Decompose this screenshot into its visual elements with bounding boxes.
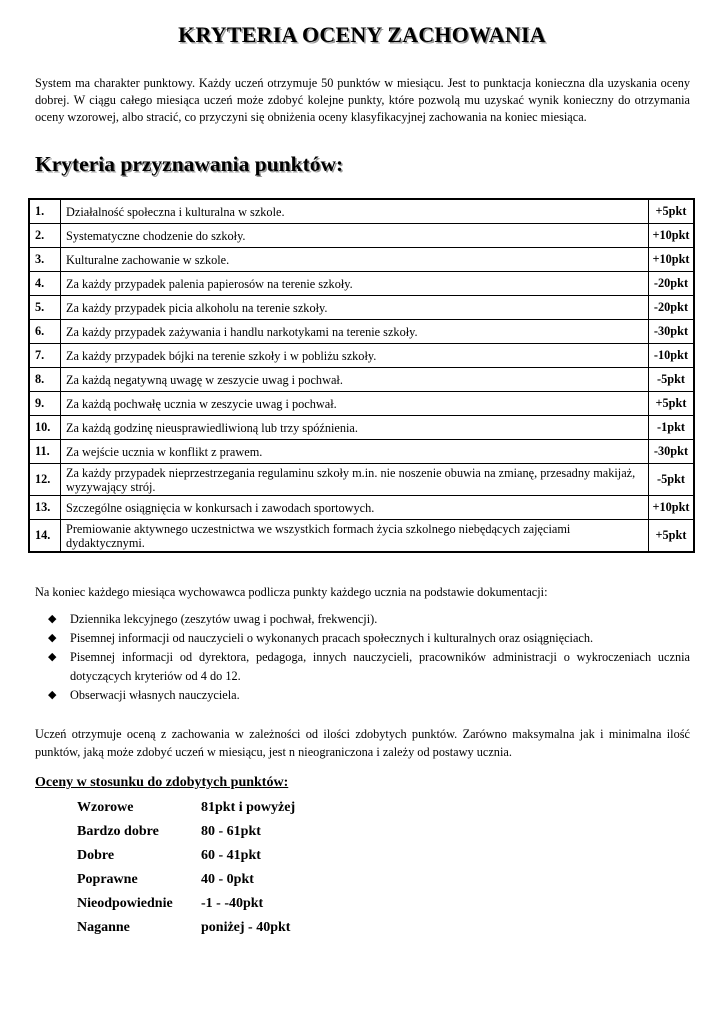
criteria-description: Działalność społeczna i kulturalna w szkole.: [61, 199, 649, 224]
criteria-number: 5.: [29, 296, 61, 320]
criteria-number: 2.: [29, 224, 61, 248]
criteria-row: [29, 416, 694, 440]
criteria-points: +5pkt: [649, 199, 695, 224]
criteria-points: -10pkt: [649, 344, 695, 368]
grade-range: 40 - 0pkt: [201, 872, 254, 887]
criteria-row: [29, 320, 694, 344]
diamond-bullet-icon: ◆: [48, 651, 57, 663]
criteria-row: [29, 296, 694, 320]
criteria-table: [28, 198, 695, 553]
criteria-points: -1pkt: [649, 416, 695, 440]
grades-heading: Oceny w stosunku do zdobytych punktów:: [35, 775, 289, 790]
documentation-list: [48, 610, 690, 705]
list-item-text: Obserwacji własnych nauczyciela.: [70, 688, 240, 702]
criteria-number: 7.: [29, 344, 61, 368]
criteria-row: [29, 272, 694, 296]
criteria-points: +10pkt: [649, 248, 695, 272]
criteria-row: [29, 520, 694, 553]
criteria-description: Systematyczne chodzenie do szkoły.: [61, 224, 649, 248]
criteria-description: Za każdy przypadek palenia papierosów na terenie szkoły.: [61, 272, 649, 296]
list-item-text: Dziennika lekcyjnego (zeszytów uwag i pochwał, frekwencji).: [70, 612, 378, 626]
criteria-points: +10pkt: [649, 496, 695, 520]
criteria-description: Za każdy przypadek zażywania i handlu narkotykami na terenie szkoły.: [61, 320, 649, 344]
grades-table: [77, 796, 295, 940]
diamond-bullet-icon: ◆: [48, 613, 57, 625]
criteria-row: [29, 224, 694, 248]
criteria-number: 1.: [29, 199, 61, 224]
grade-row: [77, 796, 295, 820]
criteria-number: 9.: [29, 392, 61, 416]
criteria-row: [29, 344, 694, 368]
list-item-text: Pisemnej informacji od nauczycieli o wykonanych pracach społecznych i kulturalnych oraz osiągnięciach.: [70, 631, 594, 645]
grade-name: Wzorowe: [77, 800, 134, 815]
criteria-description: Za wejście ucznia w konflikt z prawem.: [61, 440, 649, 464]
criteria-row: [29, 464, 694, 496]
grade-row: [77, 844, 295, 868]
criteria-points: +5pkt: [649, 520, 695, 553]
criteria-number: 3.: [29, 248, 61, 272]
criteria-description: Za każdą godzinę nieusprawiedliwioną lub trzy spóźnienia.: [61, 416, 649, 440]
criteria-row: [29, 248, 694, 272]
criteria-heading: Kryteria przyznawania punktów:: [35, 152, 344, 176]
criteria-description: Kulturalne zachowanie w szkole.: [61, 248, 649, 272]
grade-row: [77, 820, 295, 844]
list-item: [48, 629, 690, 648]
list-item-text: Pisemnej informacji od dyrektora, pedagoga, innych nauczycieli, pracowników administracji o wykroczeniach ucznia dotyczących kryteriów od 4 do 12.: [70, 650, 690, 683]
document-title: KRYTERIA OCENY ZACHOWANIA: [178, 22, 546, 47]
grade-name: Naganne: [77, 920, 130, 935]
grade-name: Nieodpowiednie: [77, 896, 173, 911]
criteria-description: Za każdą negatywną uwagę w zeszycie uwag i pochwał.: [61, 368, 649, 392]
criteria-points: +10pkt: [649, 224, 695, 248]
grade-name: Bardzo dobre: [77, 824, 159, 839]
criteria-points: -30pkt: [649, 440, 695, 464]
criteria-number: 6.: [29, 320, 61, 344]
intro-paragraph: System ma charakter punktowy. Każdy uczeń otrzymuje 50 punktów w miesiącu. Jest to punktacja konieczna dla uzyskania oceny dobrej. W ciągu całego miesiąca uczeń może zdobyć kolejne punkty, które pozwolą mu uzyskać wynik konieczny do otrzymania oceny wzorowej, albo stracić, co przyczyni się obniżenia oceny klasyfikacyjnej zachowania na koniec miesiąca.: [35, 76, 690, 124]
criteria-points: -20pkt: [649, 272, 695, 296]
criteria-number: 8.: [29, 368, 61, 392]
criteria-points: -20pkt: [649, 296, 695, 320]
grade-name: Dobre: [77, 848, 115, 863]
grade-range: 80 - 61pkt: [201, 824, 261, 839]
grade-name: Poprawne: [77, 872, 138, 887]
documentation-paragraph: Na koniec każdego miesiąca wychowawca podlicza punkty każdego ucznia na podstawie dokumentacji:: [35, 585, 548, 599]
list-item: [48, 648, 690, 686]
grade-range: 60 - 41pkt: [201, 848, 261, 863]
criteria-number: 12.: [29, 464, 61, 496]
criteria-description: Za każdy przypadek bójki na terenie szkoły i w pobliżu szkoły.: [61, 344, 649, 368]
criteria-description: Za każdą pochwałę ucznia w zeszycie uwag i pochwał.: [61, 392, 649, 416]
criteria-description: Szczególne osiągnięcia w konkursach i zawodach sportowych.: [61, 496, 649, 520]
diamond-bullet-icon: ◆: [48, 632, 57, 644]
criteria-number: 4.: [29, 272, 61, 296]
criteria-row: [29, 199, 694, 224]
list-item: [48, 686, 690, 705]
grade-range: -1 - -40pkt: [201, 896, 264, 911]
criteria-points: +5pkt: [649, 392, 695, 416]
criteria-description: Premiowanie aktywnego uczestnictwa we wszystkich formach życia szkolnego niebędących zajęciami dydaktycznymi.: [61, 520, 649, 553]
conclusion-paragraph: Uczeń otrzymuje oceną z zachowania w zależności od ilości zdobytych punktów. Zarówno maksymalna jak i minimalna ilość punktów, jaką może zdobyć uczeń w miesiącu, jest n nieograniczona i zależy od postawy ucznia.: [35, 727, 690, 759]
criteria-points: -5pkt: [649, 464, 695, 496]
criteria-row: [29, 440, 694, 464]
criteria-description: Za każdy przypadek picia alkoholu na terenie szkoły.: [61, 296, 649, 320]
grade-row: [77, 892, 295, 916]
criteria-row: [29, 392, 694, 416]
grade-range: poniżej - 40pkt: [201, 920, 291, 935]
criteria-points: -30pkt: [649, 320, 695, 344]
criteria-number: 13.: [29, 496, 61, 520]
criteria-row: [29, 368, 694, 392]
grade-row: [77, 916, 295, 940]
criteria-description: Za każdy przypadek nieprzestrzegania regulaminu szkoły m.in. nie noszenie obuwia na zmianę, przesadny makijaż, wyzywający strój.: [61, 464, 649, 496]
list-item: [48, 610, 690, 629]
grade-row: [77, 868, 295, 892]
criteria-number: 10.: [29, 416, 61, 440]
criteria-number: 11.: [29, 440, 61, 464]
criteria-number: 14.: [29, 520, 61, 553]
grade-range: 81pkt i powyżej: [201, 800, 296, 815]
criteria-points: -5pkt: [649, 368, 695, 392]
criteria-row: [29, 496, 694, 520]
diamond-bullet-icon: ◆: [48, 689, 57, 701]
